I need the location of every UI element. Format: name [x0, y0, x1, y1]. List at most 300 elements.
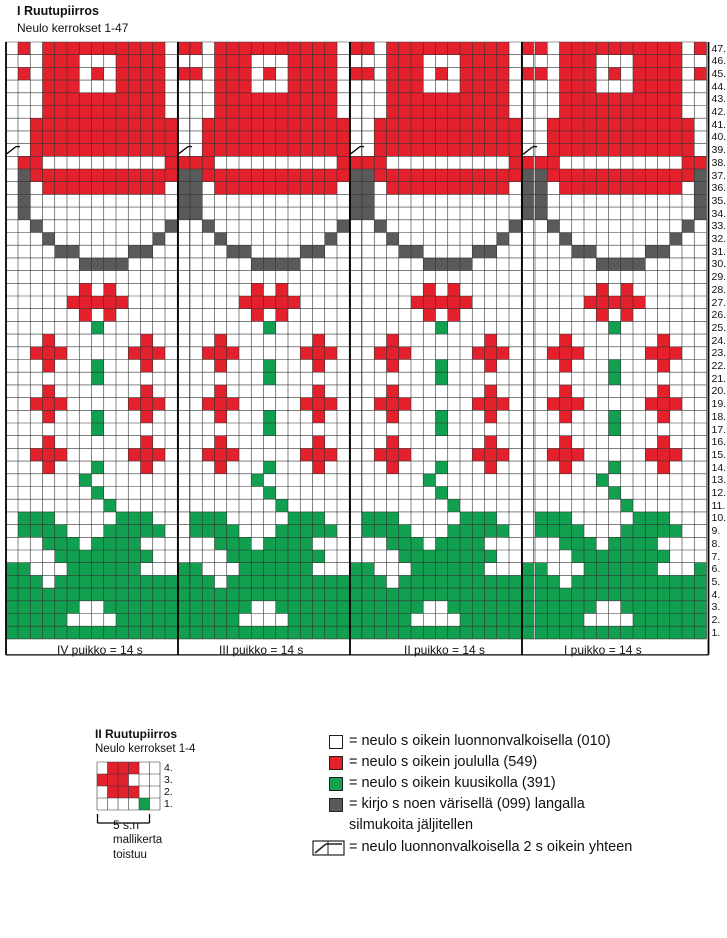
stitch-r: [472, 347, 484, 360]
stitch-k: [362, 182, 374, 195]
stitch-r: [79, 309, 91, 322]
stitch-g: [645, 626, 657, 639]
stitch-r: [658, 67, 670, 80]
stitch-r: [572, 93, 584, 106]
stitch-r: [609, 106, 621, 119]
stitch-g: [18, 512, 30, 525]
stitch-r: [215, 131, 227, 144]
stitch-g: [374, 626, 386, 639]
stitch-r: [313, 182, 325, 195]
stitch-g: [30, 626, 42, 639]
stitch-r: [609, 93, 621, 106]
stitch-g: [30, 614, 42, 627]
stitch-r: [313, 448, 325, 461]
stitch-g: [560, 512, 572, 525]
stitch-g: [300, 525, 312, 538]
stitch-g: [436, 550, 448, 563]
row-number: 37.: [711, 169, 727, 182]
stitch-r: [448, 182, 460, 195]
stitch-r: [399, 106, 411, 119]
stitch-k: [621, 258, 633, 271]
stitch-r: [411, 296, 423, 309]
stitch-k: [411, 245, 423, 258]
row-number: 21.: [711, 372, 727, 385]
stitch-r: [560, 461, 572, 474]
stitch-g: [609, 563, 621, 576]
stitch-g: [448, 563, 460, 576]
stitch-g: [547, 575, 559, 588]
stitch-k: [313, 245, 325, 258]
stitch-g: [485, 512, 497, 525]
stitch-r: [399, 67, 411, 80]
stitch-g: [572, 550, 584, 563]
stitch-g: [313, 626, 325, 639]
legend-white-text: = neulo s oikein luonnonvalkoisella (010): [349, 733, 611, 749]
stitch-r: [596, 169, 608, 182]
row-number: 31.: [711, 245, 727, 258]
stitch-g: [215, 626, 227, 639]
stitch-edge: [6, 601, 18, 614]
stitch-r: [116, 80, 128, 93]
stitch-g: [621, 575, 633, 588]
stitch-r: [633, 80, 645, 93]
stitch-r: [264, 144, 276, 157]
stitch-r: [153, 169, 165, 182]
stitch-g: [190, 626, 202, 639]
stitch-g: [645, 537, 657, 550]
row-number: 18.: [711, 410, 727, 423]
stitch-g: [349, 575, 361, 588]
stitch-r: [448, 106, 460, 119]
stitch-g: [485, 626, 497, 639]
chart2-stitch-r: [118, 786, 129, 798]
stitch-r: [128, 42, 140, 55]
stitch-g: [116, 626, 128, 639]
stitch-r: [43, 131, 55, 144]
stitch-g: [251, 474, 263, 487]
stitch-r: [177, 42, 189, 55]
stitch-r: [387, 106, 399, 119]
row-number: 40.: [711, 131, 727, 144]
stitch-g: [547, 588, 559, 601]
stitch-g: [411, 537, 423, 550]
stitch-g: [572, 626, 584, 639]
stitch-r: [104, 144, 116, 157]
stitch-k: [448, 258, 460, 271]
stitch-k: [670, 233, 682, 246]
stitch-g: [264, 423, 276, 436]
stitch-r: [362, 42, 374, 55]
stitch-g: [448, 601, 460, 614]
stitch-r: [215, 118, 227, 131]
stitch-r: [596, 182, 608, 195]
stitch-r: [497, 93, 509, 106]
stitch-k: [325, 233, 337, 246]
stitch-r: [584, 80, 596, 93]
stitch-g: [104, 563, 116, 576]
stitch-g: [116, 550, 128, 563]
stitch-r: [128, 131, 140, 144]
stitch-r: [288, 93, 300, 106]
stitch-r: [43, 410, 55, 423]
stitch-g: [313, 575, 325, 588]
stitch-g: [227, 575, 239, 588]
stitch-r: [472, 118, 484, 131]
stitch-g: [423, 550, 435, 563]
stitch-r: [67, 169, 79, 182]
stitch-g: [633, 537, 645, 550]
stitch-k: [349, 194, 361, 207]
stitch-k: [694, 182, 706, 195]
stitch-r: [521, 67, 533, 80]
stitch-g: [658, 512, 670, 525]
stitch-r: [374, 448, 386, 461]
stitch-g: [535, 563, 547, 576]
stitch-k: [92, 258, 104, 271]
stitch-r: [584, 67, 596, 80]
stitch-r: [313, 80, 325, 93]
stitch-r: [436, 67, 448, 80]
stitch-r: [251, 169, 263, 182]
stitch-g: [633, 601, 645, 614]
stitch-r: [399, 182, 411, 195]
stitch-r: [387, 385, 399, 398]
stitch-k: [399, 245, 411, 258]
stitch-g: [472, 512, 484, 525]
stitch-r: [387, 42, 399, 55]
stitch-r: [670, 347, 682, 360]
row-number: 29.: [711, 271, 727, 284]
stitch-r: [485, 182, 497, 195]
stitch-r: [645, 106, 657, 119]
stitch-k: [485, 245, 497, 258]
stitch-k: [190, 207, 202, 220]
stitch-r: [448, 118, 460, 131]
stitch-g: [288, 525, 300, 538]
stitch-g: [215, 601, 227, 614]
chart1-title: I Ruutupiirros: [17, 4, 99, 18]
stitch-g: [79, 588, 91, 601]
row-number: 38.: [711, 156, 727, 169]
stitch-r: [560, 448, 572, 461]
stitch-r: [92, 42, 104, 55]
stitch-r: [313, 334, 325, 347]
stitch-r: [55, 347, 67, 360]
stitch-g: [215, 588, 227, 601]
stitch-r: [43, 80, 55, 93]
stitch-g: [682, 588, 694, 601]
stitch-r: [92, 93, 104, 106]
stitch-r: [300, 42, 312, 55]
stitch-g: [633, 626, 645, 639]
stitch-r: [128, 169, 140, 182]
stitch-r: [251, 283, 263, 296]
stitch-g: [276, 563, 288, 576]
stitch-r: [288, 296, 300, 309]
stitch-r: [460, 118, 472, 131]
stitch-r: [645, 42, 657, 55]
stitch-r: [658, 398, 670, 411]
stitch-r: [560, 360, 572, 373]
stitch-r: [300, 118, 312, 131]
stitch-r: [658, 334, 670, 347]
stitch-g: [288, 537, 300, 550]
stitch-r: [485, 385, 497, 398]
stitch-r: [79, 283, 91, 296]
stitch-r: [300, 67, 312, 80]
stitch-r: [399, 169, 411, 182]
stitch-r: [387, 398, 399, 411]
stitch-r: [227, 398, 239, 411]
stitch-r: [215, 360, 227, 373]
stitch-k: [387, 233, 399, 246]
row-number: 1.: [711, 626, 721, 639]
stitch-g: [633, 512, 645, 525]
stitch-k: [18, 182, 30, 195]
stitch-k: [153, 233, 165, 246]
stitch-k: [202, 220, 214, 233]
stitch-g: [288, 550, 300, 563]
stitch-r: [55, 169, 67, 182]
stitch-r: [497, 144, 509, 157]
stitch-g: [560, 537, 572, 550]
stitch-r: [227, 347, 239, 360]
stitch-r: [104, 131, 116, 144]
stitch-r: [202, 144, 214, 157]
stitch-g: [472, 550, 484, 563]
stitch-r: [251, 296, 263, 309]
stitch-r: [325, 80, 337, 93]
stitch-r: [313, 360, 325, 373]
stitch-g: [682, 575, 694, 588]
stitch-r: [141, 360, 153, 373]
stitch-r: [645, 80, 657, 93]
stitch-g: [694, 626, 706, 639]
stitch-k: [264, 258, 276, 271]
stitch-r: [645, 144, 657, 157]
stitch-g: [128, 563, 140, 576]
stitch-r: [276, 106, 288, 119]
stitch-r: [560, 106, 572, 119]
stitch-r: [79, 42, 91, 55]
stitch-g: [264, 563, 276, 576]
stitch-g: [251, 626, 263, 639]
stitch-g: [276, 537, 288, 550]
stitch-r: [276, 169, 288, 182]
stitch-r: [227, 118, 239, 131]
stitch-k: [694, 194, 706, 207]
stitch-k: [460, 258, 472, 271]
stitch-g: [92, 461, 104, 474]
stitch-r: [116, 55, 128, 68]
stitch-r: [374, 131, 386, 144]
stitch-r: [67, 42, 79, 55]
stitch-g: [472, 626, 484, 639]
stitch-r: [509, 156, 521, 169]
stitch-r: [485, 169, 497, 182]
stitch-g: [325, 601, 337, 614]
stitch-g: [670, 588, 682, 601]
stitch-g: [18, 626, 30, 639]
stitch-g: [276, 626, 288, 639]
stitch-r: [104, 93, 116, 106]
stitch-g: [239, 626, 251, 639]
stitch-r: [55, 80, 67, 93]
stitch-g: [645, 601, 657, 614]
stitch-g: [153, 626, 165, 639]
stitch-r: [337, 131, 349, 144]
stitch-g: [509, 588, 521, 601]
stitch-g: [288, 563, 300, 576]
stitch-r: [92, 296, 104, 309]
stitch-r: [670, 80, 682, 93]
row-number: 26.: [711, 309, 727, 322]
stitch-g: [92, 563, 104, 576]
stitch-r: [288, 106, 300, 119]
stitch-k: [535, 169, 547, 182]
stitch-g: [448, 575, 460, 588]
stitch-k: [521, 207, 533, 220]
stitch-r: [448, 131, 460, 144]
stitch-g: [682, 626, 694, 639]
stitch-g: [55, 525, 67, 538]
stitch-r: [472, 80, 484, 93]
stitch-r: [497, 131, 509, 144]
stitch-g: [609, 360, 621, 373]
stitch-r: [560, 347, 572, 360]
stitch-g: [584, 626, 596, 639]
stitch-g: [104, 626, 116, 639]
stitch-r: [547, 169, 559, 182]
stitch-r: [670, 182, 682, 195]
stitch-r: [658, 118, 670, 131]
stitch-g: [264, 410, 276, 423]
stitch-r: [251, 309, 263, 322]
stitch-g: [276, 550, 288, 563]
stitch-g: [436, 626, 448, 639]
stitch-g: [128, 614, 140, 627]
stitch-r: [337, 169, 349, 182]
stitch-g: [572, 614, 584, 627]
stitch-r: [411, 55, 423, 68]
stitch-g: [670, 525, 682, 538]
stitch-g: [202, 626, 214, 639]
stitch-r: [387, 410, 399, 423]
stitch-r: [300, 347, 312, 360]
stitch-r: [43, 55, 55, 68]
stitch-r: [411, 182, 423, 195]
stitch-k: [572, 245, 584, 258]
stitch-r: [694, 67, 706, 80]
stitch-g: [387, 626, 399, 639]
stitch-r: [227, 106, 239, 119]
stitch-r: [609, 144, 621, 157]
stitch-k: [30, 220, 42, 233]
stitch-r: [547, 398, 559, 411]
stitch-g: [387, 512, 399, 525]
stitch-r: [251, 93, 263, 106]
stitch-g: [572, 537, 584, 550]
stitch-r: [325, 93, 337, 106]
stitch-g: [116, 614, 128, 627]
stitch-g: [300, 537, 312, 550]
stitch-g: [472, 563, 484, 576]
stitch-g: [251, 575, 263, 588]
stitch-g: [165, 588, 177, 601]
stitch-r: [584, 144, 596, 157]
stitch-r: [43, 385, 55, 398]
stitch-g: [264, 360, 276, 373]
stitch-k: [645, 245, 657, 258]
stitch-k: [18, 194, 30, 207]
stitch-g: [682, 614, 694, 627]
stitch-g: [116, 537, 128, 550]
stitch-r: [227, 42, 239, 55]
row-number: 6.: [711, 563, 721, 576]
stitch-r: [67, 118, 79, 131]
stitch-r: [128, 448, 140, 461]
stitch-r: [374, 156, 386, 169]
stitch-g: [116, 512, 128, 525]
stitch-g: [18, 588, 30, 601]
stitch-r: [485, 42, 497, 55]
legend-grey-text-1: = kirjo s noen värisellä (099) langalla: [349, 796, 585, 812]
stitch-g: [325, 588, 337, 601]
stitch-g: [128, 626, 140, 639]
stitch-r: [18, 156, 30, 169]
stitch-r: [141, 385, 153, 398]
stitch-g: [633, 614, 645, 627]
stitch-g: [153, 575, 165, 588]
stitch-g: [423, 575, 435, 588]
stitch-g: [18, 563, 30, 576]
stitch-r: [621, 309, 633, 322]
stitch-g: [584, 588, 596, 601]
stitch-g: [374, 588, 386, 601]
stitch-r: [337, 156, 349, 169]
stitch-r: [658, 169, 670, 182]
row-number: 43.: [711, 93, 727, 106]
stitch-r: [251, 106, 263, 119]
stitch-r: [485, 144, 497, 157]
stitch-r: [128, 144, 140, 157]
stitch-r: [658, 144, 670, 157]
stitch-g: [92, 588, 104, 601]
stitch-r: [215, 182, 227, 195]
stitch-r: [682, 156, 694, 169]
stitch-r: [535, 67, 547, 80]
stitch-g: [609, 550, 621, 563]
stitch-r: [67, 106, 79, 119]
stitch-r: [387, 93, 399, 106]
stitch-r: [560, 334, 572, 347]
stitch-r: [202, 169, 214, 182]
stitch-g: [288, 626, 300, 639]
stitch-r: [30, 156, 42, 169]
stitch-k: [472, 245, 484, 258]
stitch-r: [264, 67, 276, 80]
stitch-r: [239, 296, 251, 309]
stitch-r: [92, 118, 104, 131]
chart2-stitch-r: [108, 786, 119, 798]
stitch-k: [67, 245, 79, 258]
stitch-g: [177, 563, 189, 576]
stitch-g: [362, 525, 374, 538]
row-number: 23.: [711, 347, 727, 360]
stitch-g: [633, 575, 645, 588]
stitch-r: [560, 436, 572, 449]
stitch-r: [609, 182, 621, 195]
